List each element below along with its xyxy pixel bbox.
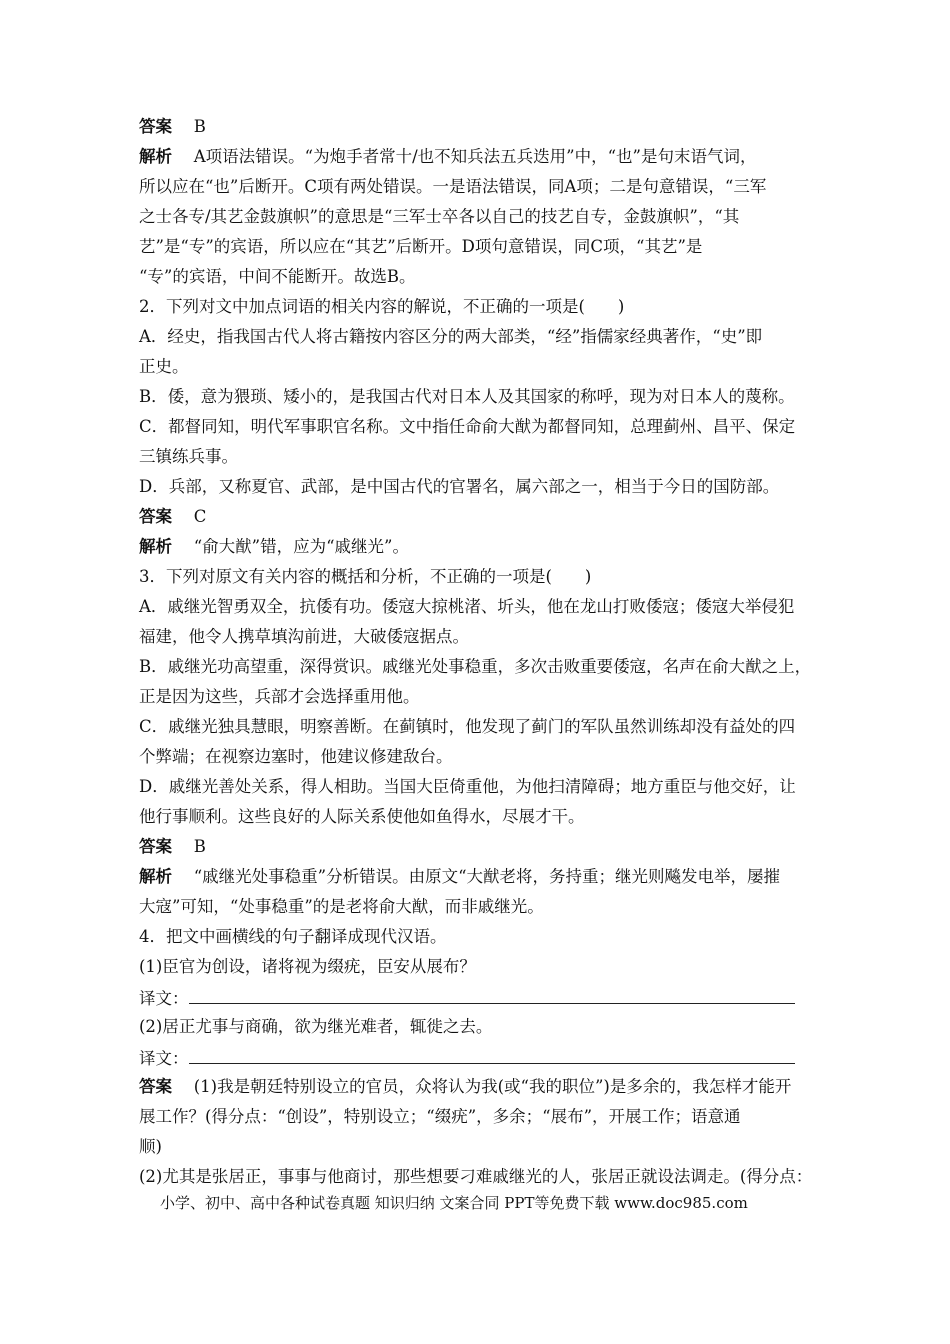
option-d: D．兵部，又称夏官、武部，是中国古代的官署名，属六部之一，相当于今日的国防部。	[139, 477, 780, 496]
question-4: 4．把文中画横线的句子翻译成现代汉语。	[139, 927, 447, 946]
text-line: 大寇”可知，“处事稳重”的是老将俞大猷，而非戚继光。	[139, 897, 544, 916]
analysis-line	[139, 865, 780, 889]
translation-label: 译文：	[139, 989, 189, 1008]
analysis-label: 解析	[139, 147, 172, 166]
text-line: 顺)	[139, 1137, 162, 1156]
text-line: “专”的宾语，中间不能断开。故选B。	[139, 267, 416, 286]
analysis-label: 解析	[139, 537, 172, 556]
answer-label: 答案	[139, 507, 172, 526]
question-3: 3．下列对原文有关内容的概括和分析，不正确的一项是( )	[139, 567, 592, 586]
answer-line	[139, 115, 206, 139]
text-line: 正史。	[139, 357, 189, 376]
analysis-line	[139, 535, 409, 559]
option-a: A．经史，指我国古代人将古籍按内容区分的两大部类，“经”指儒家经典著作，“史”即	[139, 327, 763, 346]
option-a: A．戚继光智勇双全，抗倭有功。倭寇大掠桃渚、圻头，他在龙山打败倭寇；倭寇大举侵犯	[139, 597, 795, 616]
text-line: 福建，他令人携草填沟前进，大破倭寇据点。	[139, 627, 469, 646]
text-line: 展工作？(得分点：“创设”，特别设立；“缀疣”，多余；“展布”，开展工作；语意通	[139, 1107, 741, 1126]
analysis-text: “戚继光处事稳重”分析错误。由原文“大猷老将，务持重；继光则飚发电举，屡摧	[193, 867, 781, 886]
sentence-1: (1)臣官为创设，诸将视为缀疣，臣安从展布？	[139, 957, 476, 976]
answer-text: C	[193, 507, 207, 526]
answer-text: B	[193, 837, 206, 856]
analysis-label: 解析	[139, 867, 172, 886]
translation-line	[139, 985, 795, 1011]
translation-blank[interactable]	[189, 985, 795, 1004]
answer-line	[139, 505, 206, 529]
question-2: 2．下列对文中加点词语的相关内容的解说，不正确的一项是( )	[139, 297, 625, 316]
text-line: 个弊端；在视察边塞时，他建议修建敌台。	[139, 747, 453, 766]
answer-line	[139, 1075, 791, 1099]
text-line: 他行事顺利。这些良好的人际关系使他如鱼得水，尽展才干。	[139, 807, 585, 826]
sentence-2: (2)居正尤事与商确，欲为继光难者，辄徙之去。	[139, 1017, 493, 1036]
text-line: 三镇练兵事。	[139, 447, 238, 466]
text-line: (2)尤其是张居正，事事与他商讨，那些想要刁难戚继光的人，张居正就设法调走。(得分点：	[139, 1167, 813, 1186]
answer-line	[139, 835, 206, 859]
option-c: C．戚继光独具慧眼，明察善断。在蓟镇时，他发现了蓟门的军队虽然训练却没有益处的四	[139, 717, 796, 736]
text-line: 艺”是“专”的宾语，所以应在“其艺”后断开。D项句意错误，同C项，“其艺”是	[139, 237, 703, 256]
answer-label: 答案	[139, 1077, 172, 1096]
option-d: D．戚继光善处关系，得人相助。当国大臣倚重他，为他扫清障碍；地方重臣与他交好，让	[139, 777, 796, 796]
translation-line	[139, 1045, 795, 1071]
option-c: C．都督同知，明代军事职官名称。文中指任命俞大猷为都督同知，总理蓟州、昌平、保定	[139, 417, 796, 436]
option-b: B．倭，意为猥琐、矮小的，是我国古代对日本人及其国家的称呼，现为对日本人的蔑称。	[139, 387, 795, 406]
text-line: 所以应在“也”后断开。C项有两处错误。一是语法错误，同A项；二是句意错误，“三军	[139, 177, 767, 196]
analysis-text: “俞大猷”错，应为“戚继光”。	[193, 537, 409, 556]
page-footer: 小学、初中、高中各种试卷真题 知识归纳 文案合同 PPT等免费下载 www.doc985.com	[160, 1194, 748, 1212]
option-b: B．戚继光功高望重，深得赏识。戚继光处事稳重，多次击败重要倭寇，名声在俞大猷之上，	[139, 657, 812, 676]
answer-label: 答案	[139, 837, 172, 856]
analysis-text: A项语法错误。“为炮手者常十/也不知兵法五兵迭用”中，“也”是句末语气词，	[193, 147, 757, 166]
analysis-line	[139, 145, 756, 169]
text-line: 之士各专/其艺金鼓旗帜”的意思是“三军士卒各以自己的技艺自专，金鼓旗帜”，“其	[139, 207, 740, 226]
answer-text: B	[193, 117, 206, 136]
text-line: 正是因为这些，兵部才会选择重用他。	[139, 687, 420, 706]
translation-blank[interactable]	[189, 1045, 795, 1064]
answer-text: (1)我是朝廷特别设立的官员，众将认为我(或“我的职位”)是多余的，我怎样才能开	[193, 1077, 792, 1096]
translation-label: 译文：	[139, 1049, 189, 1068]
answer-label: 答案	[139, 117, 172, 136]
